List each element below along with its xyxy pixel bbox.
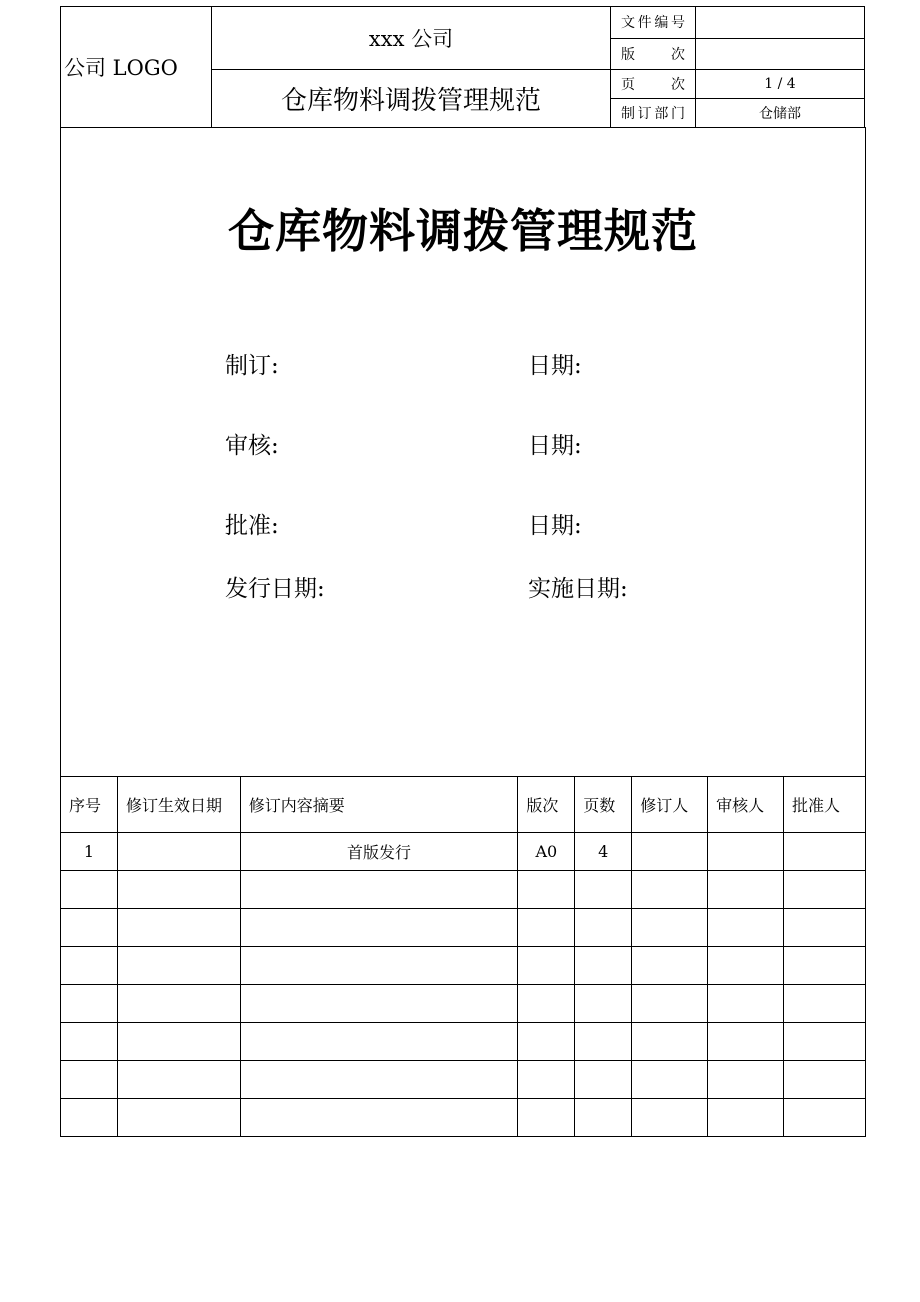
field-value-page: 1 / 4 <box>696 70 865 99</box>
table-cell <box>61 909 118 947</box>
column-header: 修订内容摘要 <box>240 777 518 833</box>
review-date-label: 日期: <box>528 433 582 459</box>
field-value-version <box>696 38 865 70</box>
table-cell <box>708 909 784 947</box>
company-name: xxx 公司 <box>212 7 611 70</box>
table-cell <box>518 985 575 1023</box>
table-cell <box>632 985 708 1023</box>
table-row <box>61 947 866 985</box>
table-cell <box>784 1061 866 1099</box>
table-cell <box>240 947 518 985</box>
column-header: 页数 <box>575 777 632 833</box>
table-cell <box>708 833 784 871</box>
table-cell <box>708 871 784 909</box>
table-cell <box>575 871 632 909</box>
table-row <box>61 871 866 909</box>
table-cell <box>518 871 575 909</box>
table-cell <box>61 1061 118 1099</box>
table-row <box>61 833 866 871</box>
table-cell <box>575 909 632 947</box>
table-cell <box>518 1099 575 1137</box>
table-cell <box>117 833 240 871</box>
table-cell <box>708 1061 784 1099</box>
field-label-version: 版 次 <box>611 38 696 70</box>
table-cell <box>708 985 784 1023</box>
issue-date-label: 发行日期: <box>225 576 325 602</box>
table-row <box>61 1061 866 1099</box>
header-doc-title: 仓库物料调拨管理规范 <box>212 70 611 128</box>
table-cell <box>117 1023 240 1061</box>
column-header: 序号 <box>61 777 118 833</box>
table-cell <box>117 947 240 985</box>
table-cell <box>632 909 708 947</box>
table-cell <box>61 947 118 985</box>
table-cell <box>240 1061 518 1099</box>
table-cell: 4 <box>575 833 632 871</box>
table-cell <box>708 947 784 985</box>
column-header: 批准人 <box>784 777 866 833</box>
table-cell <box>117 1061 240 1099</box>
table-cell <box>784 1099 866 1137</box>
table-row <box>61 909 866 947</box>
table-cell <box>575 947 632 985</box>
column-header: 修订人 <box>632 777 708 833</box>
table-cell <box>240 1023 518 1061</box>
table-cell <box>117 871 240 909</box>
table-cell <box>61 871 118 909</box>
table-cell <box>575 1099 632 1137</box>
column-header: 版次 <box>518 777 575 833</box>
revision-table <box>60 776 866 1137</box>
table-cell <box>708 1023 784 1061</box>
table-cell <box>784 1023 866 1061</box>
field-label-doc-number: 文件编号 <box>611 7 696 39</box>
table-cell <box>518 1023 575 1061</box>
company-logo: 公司 LOGO <box>61 7 212 128</box>
table-cell <box>784 871 866 909</box>
table-cell <box>575 1023 632 1061</box>
table-cell <box>240 909 518 947</box>
table-cell <box>784 947 866 985</box>
table-row <box>61 1099 866 1137</box>
table-row <box>61 1023 866 1061</box>
table-cell <box>632 1099 708 1137</box>
table-cell <box>632 1023 708 1061</box>
table-cell: 首版发行 <box>240 833 518 871</box>
table-cell <box>784 985 866 1023</box>
table-cell <box>61 1099 118 1137</box>
document-header <box>60 6 865 128</box>
table-cell <box>240 1099 518 1137</box>
review-label: 审核: <box>225 433 279 459</box>
table-cell <box>632 833 708 871</box>
table-cell <box>632 947 708 985</box>
table-cell <box>784 833 866 871</box>
table-cell <box>240 985 518 1023</box>
approve-date-label: 日期: <box>528 513 582 539</box>
table-cell <box>575 985 632 1023</box>
effective-date-label: 实施日期: <box>528 576 628 602</box>
cover-body <box>60 127 866 777</box>
column-header: 修订生效日期 <box>117 777 240 833</box>
table-cell <box>61 1023 118 1061</box>
draft-date-label: 日期: <box>528 353 582 379</box>
table-cell <box>117 1099 240 1137</box>
table-cell <box>518 947 575 985</box>
column-header: 审核人 <box>708 777 784 833</box>
table-header-row <box>61 777 866 833</box>
table-cell <box>632 871 708 909</box>
table-cell <box>708 1099 784 1137</box>
field-label-page: 页 次 <box>611 70 696 99</box>
table-cell <box>240 871 518 909</box>
field-value-doc-number <box>696 7 865 39</box>
page-title: 仓库物料调拨管理规范 <box>228 204 698 258</box>
table-cell <box>784 909 866 947</box>
draft-label: 制订: <box>225 353 279 379</box>
table-cell <box>518 909 575 947</box>
table-cell: 1 <box>61 833 118 871</box>
table-cell <box>117 909 240 947</box>
field-label-department: 制订部门 <box>611 99 696 128</box>
approve-label: 批准: <box>225 513 279 539</box>
table-cell <box>575 1061 632 1099</box>
table-row <box>61 985 866 1023</box>
table-cell <box>632 1061 708 1099</box>
table-cell <box>518 1061 575 1099</box>
table-cell <box>117 985 240 1023</box>
field-value-department: 仓储部 <box>696 99 865 128</box>
table-cell <box>61 985 118 1023</box>
table-cell: A0 <box>518 833 575 871</box>
